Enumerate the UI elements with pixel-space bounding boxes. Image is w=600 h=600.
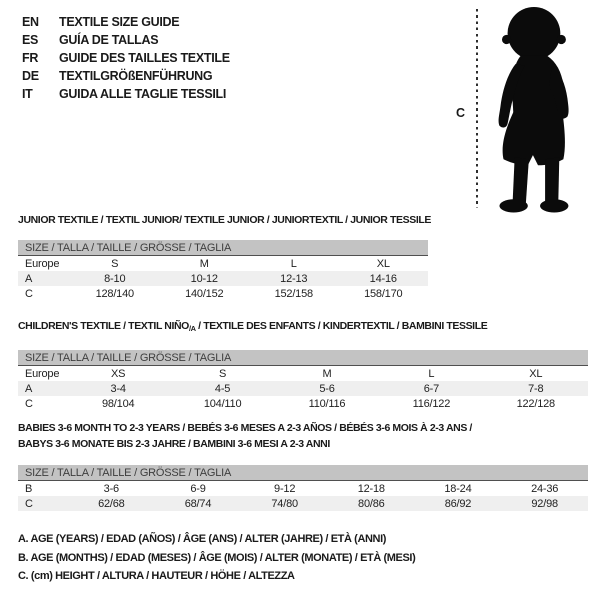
row-label: C [25, 497, 33, 510]
table-cell: 14-16 [369, 272, 397, 285]
children-table-title [18, 319, 588, 336]
table-row [18, 381, 588, 396]
table-cell: XL [529, 367, 543, 380]
table-cell: 8-10 [104, 272, 126, 285]
language-title: GUIDA ALLE TAGLIE TESSILI [59, 87, 227, 101]
table-cell: M [199, 257, 209, 270]
table-cell: 122/128 [516, 397, 555, 410]
table-cell: 3-6 [103, 482, 119, 495]
table-row [18, 396, 588, 411]
height-dotted-line [476, 9, 478, 208]
table-cell: L [428, 367, 435, 380]
language-code: ES [22, 33, 39, 47]
table-cell: 80/86 [358, 497, 385, 510]
row-label: A [25, 272, 33, 285]
size-header-bar: SIZE / TALLA / TAILLE / GRÖSSE / TAGLIA [18, 465, 588, 481]
table-cell: 9-12 [274, 482, 296, 495]
language-row-fr [22, 49, 230, 67]
table-cell: 4-5 [214, 382, 231, 395]
children-size-table [18, 350, 588, 411]
row-label: Europe [25, 367, 60, 380]
footnotes [18, 530, 415, 586]
table-cell: 68/74 [184, 497, 212, 510]
size-header-bar: SIZE / TALLA / TAILLE / GRÖSSE / TAGLIA [18, 240, 428, 256]
babies-title-line1: BABIES 3-6 MONTH TO 2-3 YEARS / BEBÉS 3-6 MESES A 2-3 AÑOS / BÉBÉS 3-6 MOIS À 2-3 ANS / [18, 422, 472, 434]
row-label: C [25, 287, 33, 300]
table-cell: 3-4 [110, 382, 126, 395]
table-cell: L [290, 257, 297, 270]
table-cell: 6-9 [190, 482, 206, 495]
table-cell: 74/80 [271, 497, 298, 510]
table-cell: 6-7 [423, 382, 440, 395]
row-label: B [25, 482, 33, 495]
table-cell: 62/68 [98, 497, 125, 510]
table-cell: 18-24 [444, 482, 472, 495]
junior-table-title: JUNIOR TEXTILE / TEXTIL JUNIOR/ TEXTILE JUNIOR / JUNIORTEXTIL / JUNIOR TESSILE [18, 214, 431, 226]
table-row [18, 481, 588, 497]
table-row [18, 286, 428, 301]
table-row [18, 271, 428, 286]
language-row-it [22, 85, 230, 103]
table-cell: 24-36 [531, 482, 559, 495]
table-cell: S [219, 367, 227, 380]
table-cell: 86/92 [444, 497, 472, 510]
language-title: GUÍA DE TALLAS [59, 33, 159, 47]
table-cell: 98/104 [101, 397, 135, 410]
babies-size-table [18, 465, 588, 511]
row-label: C [25, 397, 33, 410]
table-cell: 12-18 [357, 482, 385, 495]
height-measure-label: C [456, 106, 466, 120]
baby-silhouette-icon [487, 5, 589, 213]
row-label: A [25, 382, 33, 395]
table-cell: 5-6 [319, 382, 335, 395]
language-row-es [22, 31, 230, 49]
babies-table-title [18, 421, 588, 452]
children-title-post: / TEXTILE DES ENFANTS / KINDERTEXTIL / BAMBINI TESSILE [195, 320, 488, 332]
table-cell: XL [376, 257, 390, 270]
table-cell: 140/152 [185, 287, 224, 300]
language-title: TEXTILE SIZE GUIDE [59, 15, 180, 29]
junior-size-table [18, 240, 428, 301]
table-row [18, 496, 588, 511]
table-cell: 158/170 [364, 287, 403, 300]
footnote-b: B. AGE (MONTHS) / EDAD (MESES) / ÂGE (MOIS) / ALTER (MONATE) / ETÀ (MESI) [18, 551, 416, 564]
table-cell: 128/140 [95, 287, 134, 300]
table-cell: 7-8 [528, 382, 544, 395]
row-label: Europe [25, 257, 60, 270]
table-cell: 110/116 [308, 397, 346, 410]
language-code: DE [22, 69, 39, 83]
footnote-a: A. AGE (YEARS) / EDAD (AÑOS) / ÂGE (ANS) / ALTER (JAHRE) / ETÀ (ANNI) [18, 533, 386, 545]
table-row [18, 366, 588, 382]
language-title: TEXTILGRÖßENFÜHRUNG [59, 69, 213, 83]
language-title: GUIDE DES TAILLES TEXTILE [59, 51, 230, 65]
children-title-sub: /A [188, 324, 196, 333]
language-code: FR [22, 51, 39, 65]
table-cell: 116/122 [412, 397, 451, 410]
table-cell: 10-12 [190, 272, 218, 285]
language-row-en [22, 13, 230, 31]
table-cell: XS [111, 367, 126, 380]
babies-section [18, 421, 588, 511]
language-code: IT [22, 87, 33, 101]
table-cell: 12-13 [280, 272, 308, 285]
size-header-bar: SIZE / TALLA / TAILLE / GRÖSSE / TAGLIA [18, 350, 588, 366]
children-title-pre: CHILDREN'S TEXTILE / TEXTIL NIÑO [18, 320, 189, 332]
language-code: EN [22, 15, 39, 29]
junior-section [18, 213, 431, 301]
footnote-c: C. (cm) HEIGHT / ALTURA / HAUTEUR / HÖHE / ALTEZZA [18, 570, 295, 582]
children-section [18, 319, 588, 411]
language-row-de [22, 67, 230, 85]
language-list [22, 13, 230, 103]
babies-title-line2: BABYS 3-6 MONATE BIS 2-3 JAHRE / BAMBINI 3-6 MESI A 2-3 ANNI [18, 437, 330, 450]
table-row [18, 256, 428, 272]
table-cell: S [111, 257, 119, 270]
table-cell: 92/98 [531, 497, 558, 510]
table-cell: 152/158 [274, 287, 313, 300]
table-cell: M [322, 367, 332, 380]
table-cell: 104/110 [203, 397, 242, 410]
